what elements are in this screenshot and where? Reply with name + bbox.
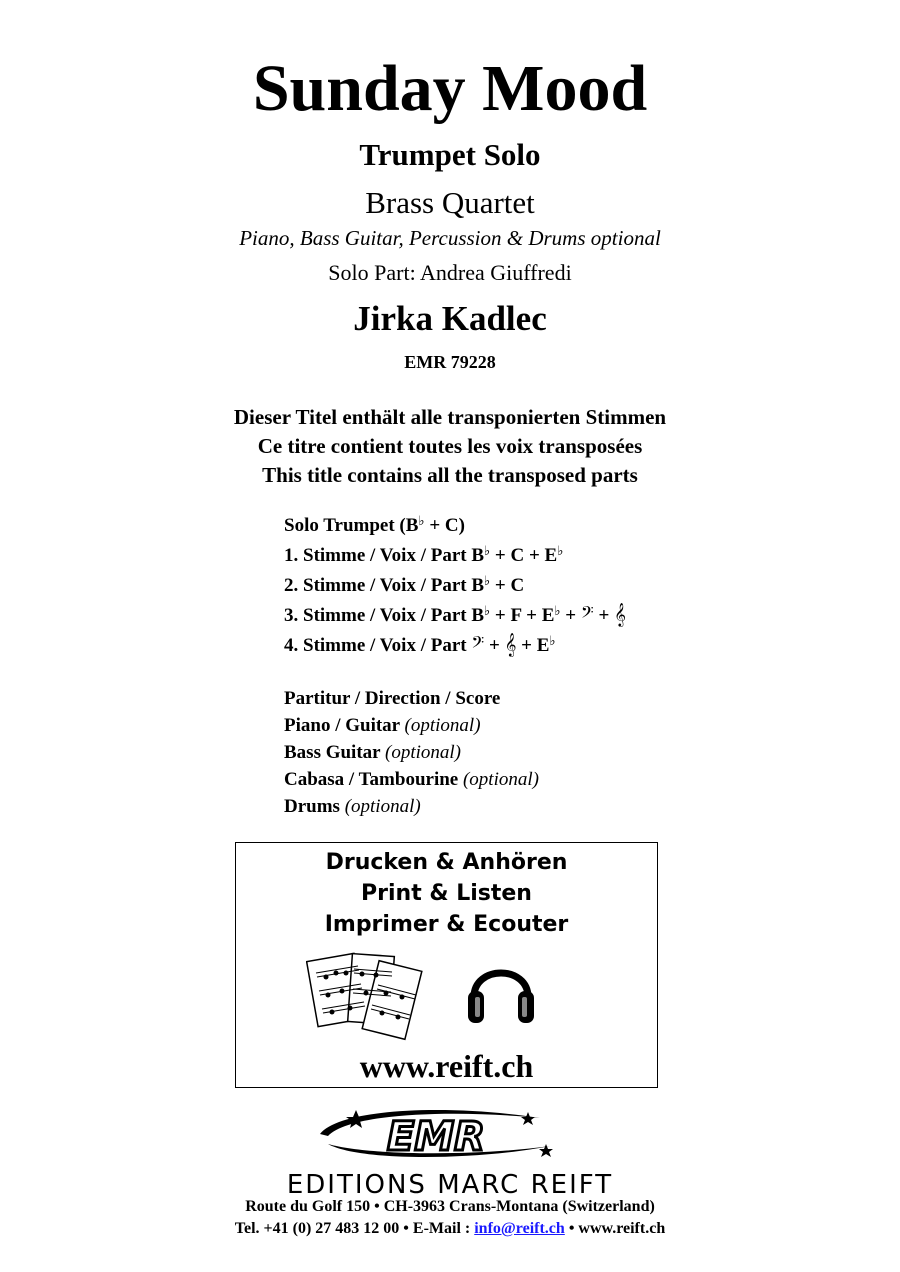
box-line-de: Drucken & Anhören <box>325 850 568 875</box>
subtitle: Trumpet Solo <box>359 137 541 172</box>
page-title: Sunday Mood <box>252 52 648 125</box>
part-1 <box>284 537 626 567</box>
part-3 <box>284 597 626 627</box>
print-listen-box <box>235 842 658 1088</box>
flat-symbol: ♭ <box>549 634 556 649</box>
extra-bass <box>284 739 539 766</box>
extra-label: Drums <box>284 796 340 817</box>
logo-text: EMR <box>387 1114 485 1160</box>
part-label: 4. Stimme / Voix / Part <box>284 635 472 656</box>
flat-symbol: ♭ <box>484 574 491 589</box>
transposed-note-en: This title contains all the transposed parts <box>262 463 638 487</box>
ensemble: Brass Quartet <box>365 185 535 220</box>
extra-label: Piano / Guitar <box>284 715 400 736</box>
box-line-en: Print & Listen <box>361 881 532 906</box>
extra-piano <box>284 712 539 739</box>
flat-symbol: ♭ <box>418 514 425 529</box>
part-label: Solo Trumpet (B <box>284 515 419 536</box>
part-text: + <box>560 605 581 626</box>
treble-clef-icon: 𝄞 <box>504 632 517 656</box>
catalog-number: EMR 79228 <box>404 352 496 372</box>
flat-symbol: ♭ <box>557 544 564 559</box>
solo-part: Solo Part: Andrea Giuffredi <box>328 260 572 285</box>
optional-note: (optional) <box>385 742 462 763</box>
sheet-music-icon <box>306 951 424 1043</box>
part-text: + <box>593 605 615 626</box>
part-text: + C + E <box>490 545 558 566</box>
part-label: 2. Stimme / Voix / Part B <box>284 575 485 596</box>
part-text: + F + E <box>490 605 555 626</box>
optional-note: (optional) <box>404 715 481 736</box>
bass-clef-icon: 𝄢 <box>580 602 594 626</box>
parts-list <box>284 507 626 657</box>
part-4 <box>284 627 626 657</box>
optional-instruments: Piano, Bass Guitar, Percussion & Drums optional <box>239 226 661 250</box>
part-text: + C) <box>424 515 465 536</box>
flat-symbol: ♭ <box>484 544 491 559</box>
website-link[interactable]: www.reift.ch <box>359 1048 534 1084</box>
part-label: 3. Stimme / Voix / Part B <box>284 605 485 626</box>
extra-label: Bass Guitar <box>284 742 381 763</box>
part-text: + E <box>516 635 550 656</box>
part-label: 1. Stimme / Voix / Part B <box>284 545 485 566</box>
publisher-address: Route du Golf 150 • CH-3963 Crans-Montana (Switzerland) <box>245 1198 655 1215</box>
transposed-note-fr: Ce titre contient toutes les voix transposées <box>257 434 643 458</box>
publisher-name: EDITIONS MARC REIFT <box>286 1170 614 1200</box>
headphones-icon <box>464 951 538 1029</box>
composer: Jirka Kadlec <box>353 299 547 338</box>
emr-logo <box>300 1104 580 1164</box>
flat-symbol: ♭ <box>554 604 561 619</box>
contact-website: • www.reift.ch <box>564 1220 666 1237</box>
extra-score <box>284 685 539 712</box>
extra-drums <box>284 793 539 820</box>
bass-clef-icon: 𝄢 <box>471 632 485 656</box>
optional-note: (optional) <box>462 769 539 790</box>
treble-clef-icon: 𝄞 <box>614 602 626 626</box>
part-text: + <box>484 635 505 656</box>
part-text: + C <box>490 575 525 596</box>
part-solo <box>284 507 626 537</box>
part-2 <box>284 567 626 597</box>
extra-label: Partitur / Direction / Score <box>284 688 501 709</box>
contact-phone: Tel. +41 (0) 27 483 12 00 • E-Mail : <box>234 1220 475 1237</box>
publisher-contact <box>0 1219 900 1239</box>
transposed-note-de: Dieser Titel enthält alle transponierten Stimmen <box>233 405 667 429</box>
optional-note: (optional) <box>344 796 421 817</box>
box-line-fr: Imprimer & Ecouter <box>324 912 569 937</box>
flat-symbol: ♭ <box>484 604 491 619</box>
extras-list <box>284 685 539 820</box>
email-link[interactable]: info@reift.ch <box>474 1220 565 1237</box>
extra-percussion <box>284 766 539 793</box>
extra-label: Cabasa / Tambourine <box>284 769 459 790</box>
